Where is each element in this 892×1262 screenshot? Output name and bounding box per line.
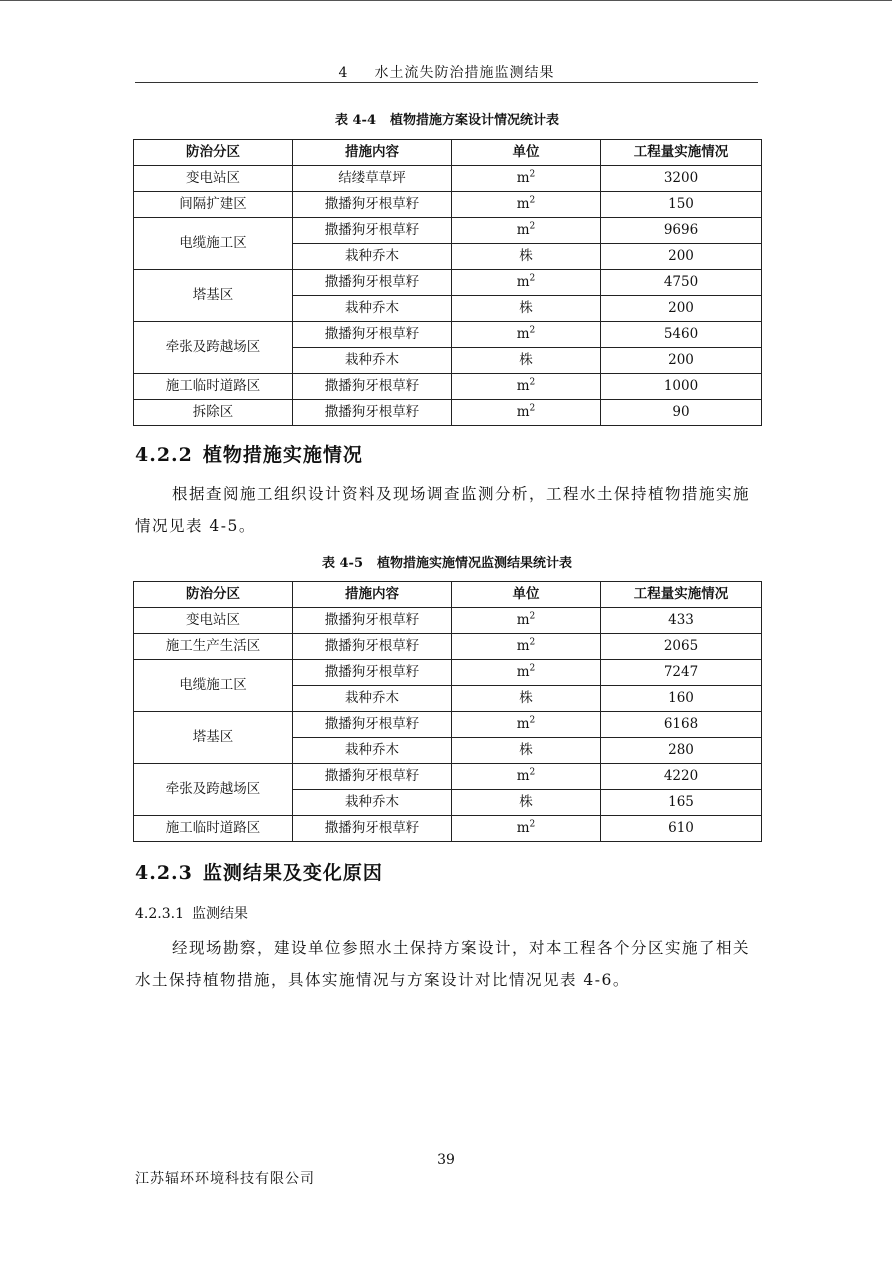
amount-cell: 4750 — [601, 270, 762, 296]
unit-cell: 株 — [452, 296, 601, 322]
zone-cell: 施工临时道路区 — [134, 816, 293, 842]
unit-cell: $m^2$ — [452, 374, 601, 400]
table-row — [134, 764, 762, 790]
section-title: 植物措施实施情况 — [202, 444, 363, 466]
zone-cell: 牵张及跨越场区 — [134, 322, 293, 374]
table-row — [134, 816, 762, 842]
top-border-line — [0, 0, 892, 1]
zone-cell: 施工生产生活区 — [134, 634, 293, 660]
measure-cell: 撒播狗牙根草籽 — [293, 660, 452, 686]
measure-cell: 撒播狗牙根草籽 — [293, 400, 452, 426]
plant-measures-design-table — [133, 139, 762, 426]
table-row — [134, 634, 762, 660]
unit-cell: 株 — [452, 686, 601, 712]
zone-cell: 拆除区 — [134, 400, 293, 426]
measure-cell: 撒播狗牙根草籽 — [293, 764, 452, 790]
column-header: 措施内容 — [293, 140, 452, 166]
header-rule — [135, 82, 758, 83]
table-row — [134, 400, 762, 426]
section-number: 4.2.3 — [135, 862, 193, 884]
amount-cell: 165 — [601, 790, 762, 816]
table-row — [134, 712, 762, 738]
zone-cell: 牵张及跨越场区 — [134, 764, 293, 816]
amount-cell: 9696 — [601, 218, 762, 244]
measure-cell: 撒播狗牙根草籽 — [293, 270, 452, 296]
unit-cell: $m^2$ — [452, 816, 601, 842]
table-number: 表 4-4 — [334, 113, 376, 128]
unit-cell: $m^2$ — [452, 764, 601, 790]
measure-cell: 撒播狗牙根草籽 — [293, 192, 452, 218]
measure-cell: 栽种乔木 — [293, 686, 452, 712]
measure-cell: 撒播狗牙根草籽 — [293, 712, 452, 738]
subsection-title: 监测结果 — [191, 906, 248, 922]
measure-cell: 结缕草草坪 — [293, 166, 452, 192]
subsection-number: 4.2.3.1 — [135, 906, 184, 922]
unit-cell: $m^2$ — [452, 218, 601, 244]
column-header: 单位 — [452, 140, 601, 166]
zone-cell: 施工临时道路区 — [134, 374, 293, 400]
section-title: 监测结果及变化原因 — [202, 862, 383, 884]
running-header — [135, 62, 758, 82]
column-header: 措施内容 — [293, 582, 452, 608]
amount-cell: 200 — [601, 348, 762, 374]
amount-cell: 90 — [601, 400, 762, 426]
company-name: 江苏辐环环境科技有限公司 — [135, 1171, 315, 1187]
table-number: 表 4-5 — [321, 556, 363, 571]
unit-cell: 株 — [452, 348, 601, 374]
zone-cell: 塔基区 — [134, 270, 293, 322]
unit-cell: $m^2$ — [452, 712, 601, 738]
table-row — [134, 166, 762, 192]
page-number: 39 — [437, 1152, 455, 1168]
amount-cell: 4220 — [601, 764, 762, 790]
zone-cell: 电缆施工区 — [134, 660, 293, 712]
measure-cell: 撒播狗牙根草籽 — [293, 374, 452, 400]
amount-cell: 160 — [601, 686, 762, 712]
amount-cell: 150 — [601, 192, 762, 218]
chapter-title: 水土流失防治措施监测结果 — [374, 65, 555, 81]
unit-cell: 株 — [452, 790, 601, 816]
zone-cell: 电缆施工区 — [134, 218, 293, 270]
amount-cell: 433 — [601, 608, 762, 634]
table-header-row — [134, 140, 762, 166]
column-header: 工程量实施情况 — [601, 140, 762, 166]
unit-cell: $m^2$ — [452, 400, 601, 426]
zone-cell: 间隔扩建区 — [134, 192, 293, 218]
amount-cell: 7247 — [601, 660, 762, 686]
table-caption — [133, 552, 761, 571]
table-header-row — [134, 582, 762, 608]
unit-cell: $m^2$ — [452, 608, 601, 634]
table-title: 植物措施方案设计情况统计表 — [390, 113, 560, 128]
measure-cell: 撒播狗牙根草籽 — [293, 816, 452, 842]
subsection-heading — [135, 903, 248, 923]
table-row — [134, 660, 762, 686]
amount-cell: 200 — [601, 296, 762, 322]
column-header: 防治分区 — [134, 140, 293, 166]
amount-cell: 280 — [601, 738, 762, 764]
amount-cell: 3200 — [601, 166, 762, 192]
table-row — [134, 270, 762, 296]
section-heading — [135, 440, 363, 467]
measure-cell: 撒播狗牙根草籽 — [293, 322, 452, 348]
table-row — [134, 322, 762, 348]
zone-cell: 塔基区 — [134, 712, 293, 764]
unit-cell: $m^2$ — [452, 322, 601, 348]
section-heading — [135, 858, 383, 885]
column-header: 防治分区 — [134, 582, 293, 608]
unit-cell: 株 — [452, 738, 601, 764]
table-row — [134, 218, 762, 244]
measure-cell: 栽种乔木 — [293, 244, 452, 270]
table-title: 植物措施实施情况监测结果统计表 — [377, 556, 573, 571]
unit-cell: $m^2$ — [452, 634, 601, 660]
column-header: 工程量实施情况 — [601, 582, 762, 608]
table-caption — [133, 109, 761, 128]
chapter-number: 4 — [338, 65, 349, 81]
table-row — [134, 374, 762, 400]
measure-cell: 撒播狗牙根草籽 — [293, 634, 452, 660]
unit-cell: $m^2$ — [452, 270, 601, 296]
measure-cell: 撒播狗牙根草籽 — [293, 608, 452, 634]
body-paragraph: 经现场勘察，建设单位参照水土保持方案设计，对本工程各个分区实施了相关水土保持植物措施，具体实施情况与方案设计对比情况见表 4-6。 — [135, 939, 751, 989]
measure-cell: 栽种乔木 — [293, 296, 452, 322]
measure-cell: 撒播狗牙根草籽 — [293, 218, 452, 244]
unit-cell: 株 — [452, 244, 601, 270]
column-header: 单位 — [452, 582, 601, 608]
table-row — [134, 608, 762, 634]
zone-cell: 变电站区 — [134, 166, 293, 192]
amount-cell: 2065 — [601, 634, 762, 660]
measure-cell: 栽种乔木 — [293, 738, 452, 764]
amount-cell: 5460 — [601, 322, 762, 348]
zone-cell: 变电站区 — [134, 608, 293, 634]
measure-cell: 栽种乔木 — [293, 790, 452, 816]
table-row — [134, 192, 762, 218]
body-paragraph: 根据查阅施工组织设计资料及现场调查监测分析，工程水土保持植物措施实施情况见表 4-5。 — [135, 485, 751, 535]
unit-cell: $m^2$ — [452, 166, 601, 192]
section-number: 4.2.2 — [135, 444, 193, 466]
unit-cell: $m^2$ — [452, 660, 601, 686]
plant-measures-implementation-table — [133, 581, 762, 842]
amount-cell: 6168 — [601, 712, 762, 738]
amount-cell: 200 — [601, 244, 762, 270]
measure-cell: 栽种乔木 — [293, 348, 452, 374]
amount-cell: 610 — [601, 816, 762, 842]
amount-cell: 1000 — [601, 374, 762, 400]
unit-cell: $m^2$ — [452, 192, 601, 218]
